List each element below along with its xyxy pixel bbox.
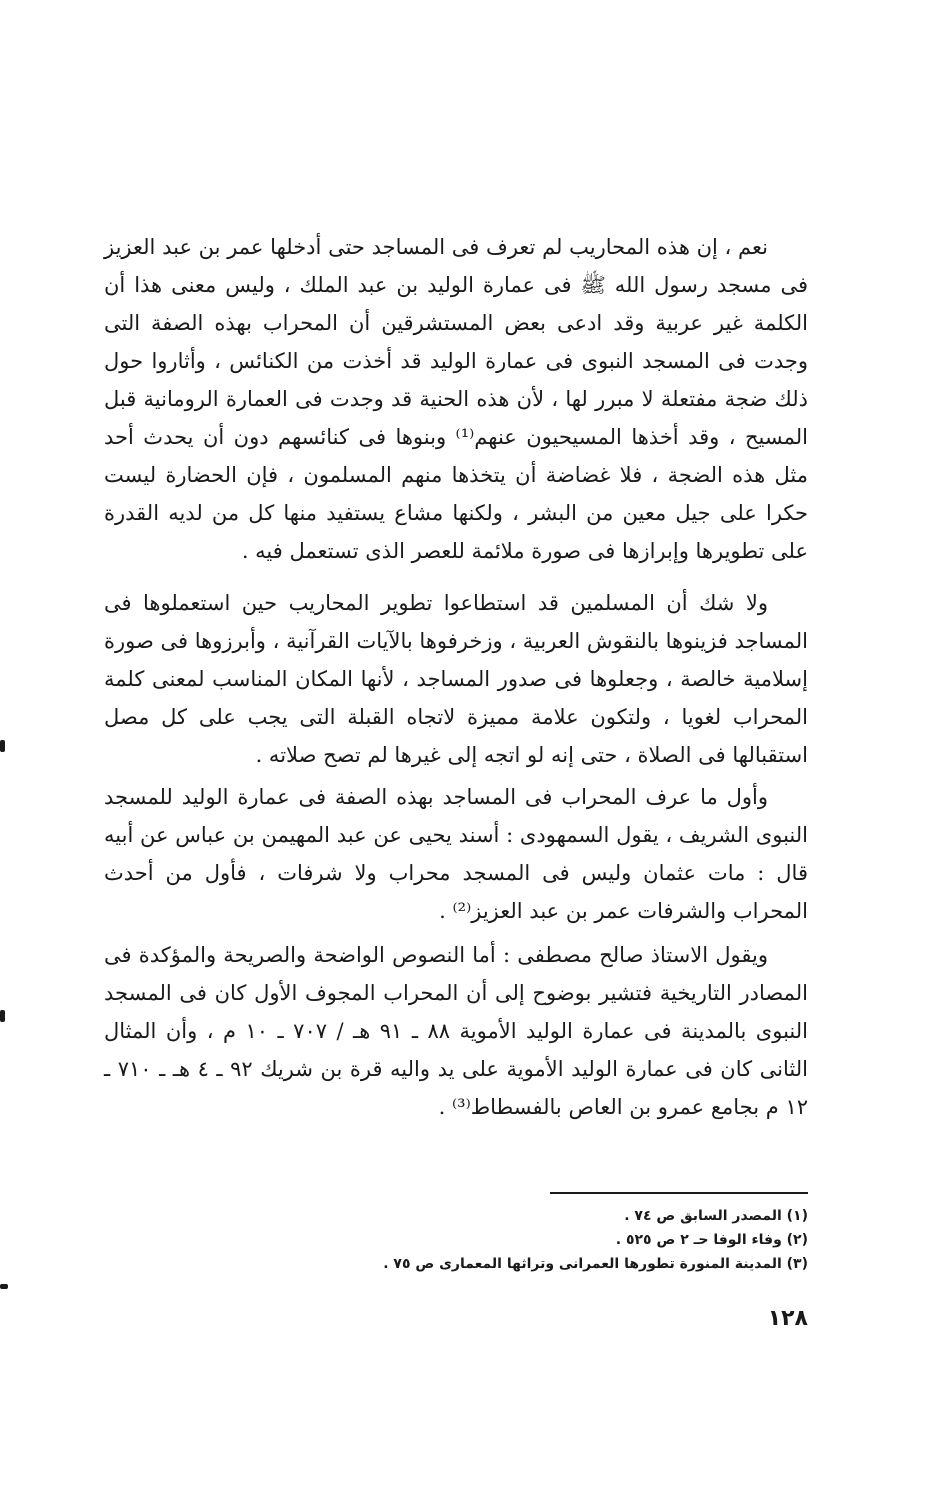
footnotes — [300, 1204, 808, 1276]
paragraph — [104, 584, 808, 774]
scan-edge-mark — [0, 1284, 8, 1289]
paragraph — [104, 228, 808, 570]
footnote-separator — [550, 1192, 808, 1194]
scan-edge-mark — [0, 1010, 5, 1022]
paragraph — [104, 936, 808, 1126]
paragraph-text: ولا شك أن المسلمين قد استطاعوا تطوير المحاريب حين استعملوها فى المساجد فزينوها بالنقوش العربية ، وزخرفوها بالآيات القرآنية ، وأبرزوها فى صورة إسلامية خالصة ، وجعلوها فى صدور المساجد ، لأنها المكان المناسب لمعنى كلمة المحراب لغويا ، ولتكون علامة مميزة لاتجاه القبلة التى يجب على كل مصل استقبالها فى الصلاة ، حتى إنه لو اتجه إلى غيرها لم تصح صلاته . — [104, 591, 808, 767]
footnote-3: (٣) المدينة المنورة تطورها العمرانى وتراثها المعمارى ص ٧٥ . — [383, 1256, 808, 1272]
paragraph-text: وأول ما عرف المحراب فى المساجد بهذه الصفة فى عمارة الوليد للمسجد النبوى الشريف ، يقول السمهودى : أسند يحيى عن عبد المهيمن بن عباس عن أبيه قال : مات عثمان وليس فى المسجد محراب ولا شرفات ، فأول من أحدث المحراب والشرفات عمر بن عبد العزيز⁽²⁾ . — [104, 785, 808, 923]
scan-edge-mark — [0, 740, 5, 752]
page-number: ١٢٨ — [767, 1306, 808, 1331]
paragraph — [104, 778, 808, 930]
paragraph-text: ويقول الاستاذ صالح مصطفى : أما النصوص الواضحة والصريحة والمؤكدة فى المصادر التاريخية فتشير بوضوح إلى أن المحراب المجوف الأول كان فى المسجد النبوى بالمدينة فى عمارة الوليد الأموية ٨٨ ـ ٩١ هـ / ٧٠٧ ـ ١٠ م ، وأن المثال الثانى كان فى عمارة الوليد الأموية على يد واليه قرة بن شريك ٩٢ ـ ٤ هـ ـ ٧١٠ ـ ١٢ م بجامع عمرو بن العاص بالفسطاط⁽³⁾ . — [104, 943, 808, 1119]
paragraph-text: نعم ، إن هذه المحاريب لم تعرف فى المساجد حتى أدخلها عمر بن عبد العزيز فى مسجد رسول الله ﷺ فى عمارة الوليد بن عبد الملك ، وليس معنى هذا أن الكلمة غير عربية وقد ادعى بعض المستشرقين أن المحراب بهذه الصفة التى وجدت فى المسجد النبوى فى عمارة الوليد قد أخذت من الكنائس ، وأثاروا حول ذلك ضجة مفتعلة لا مبرر لها ، لأن هذه الحنية قد وجدت فى العمارة الرومانية قبل المسيح ، وقد أخذها المسيحيون عنهم⁽¹⁾ وبنوها فى كنائسهم دون أن يحدث أحد مثل هذه الضجة ، فلا غضاضة أن يتخذها منهم المسلمون ، فإن الحضارة ليست حكرا على جيل معين من البشر ، ولكنها مشاع يستفيد منها كل من لديه القدرة على تطويرها وإبرازها فى صورة ملائمة للعصر الذى تستعمل فيه . — [104, 235, 808, 563]
footnote-2: (٢) وفاء الوفا حـ ٢ ص ٥٢٥ . — [615, 1232, 808, 1248]
footnote-1: (١) المصدر السابق ص ٧٤ . — [624, 1208, 808, 1224]
